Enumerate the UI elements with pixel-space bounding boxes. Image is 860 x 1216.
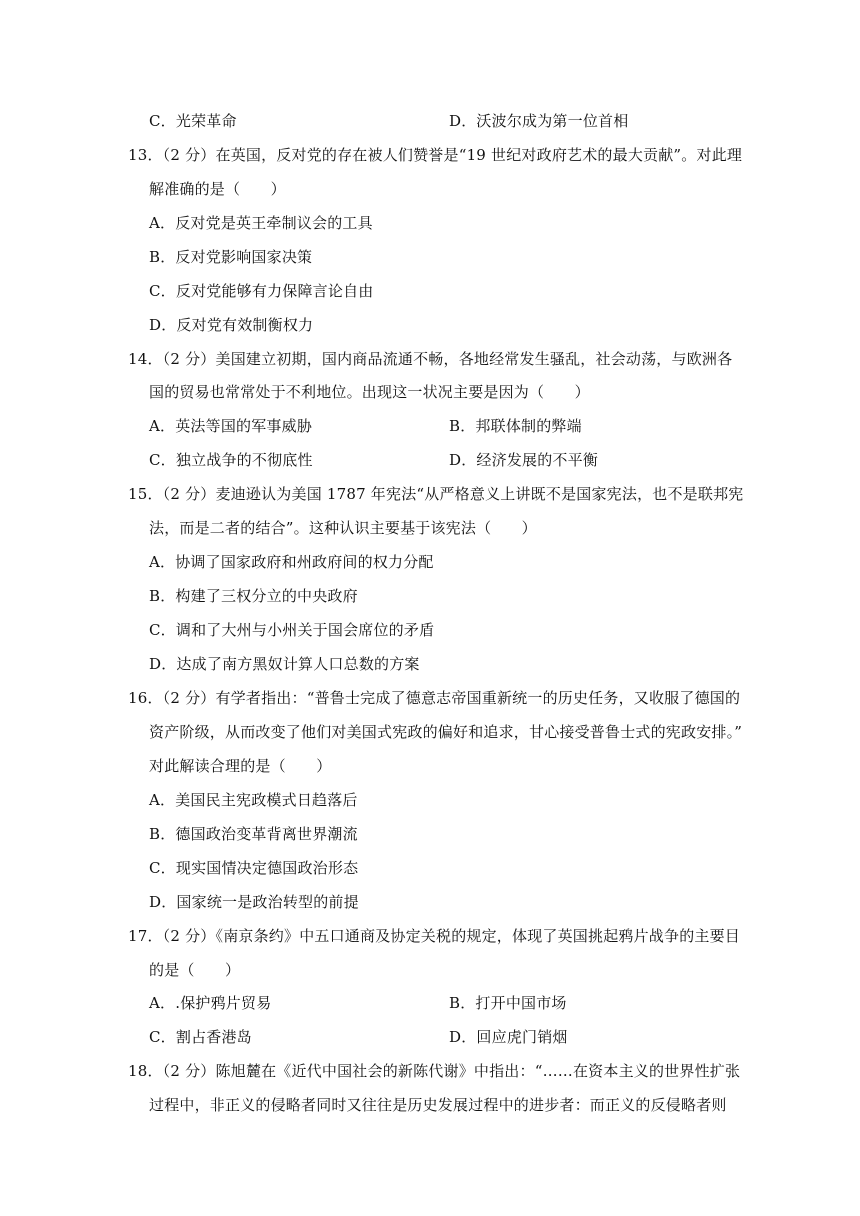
question-17-option-a: A．.保护鸦片贸易 — [149, 994, 272, 1012]
question-13-option-b: B．反对党影响国家决策 — [149, 248, 313, 266]
question-17-option-b: B．打开中国市场 — [449, 994, 567, 1012]
question-13-option-c: C．反对党能够有力保障言论自由 — [149, 282, 374, 300]
question-15-option-c: C．调和了大州与小州关于国会席位的矛盾 — [149, 621, 435, 639]
question-17-option-d: D．回应虎门销烟 — [449, 1028, 568, 1046]
question-15-option-b: B．构建了三权分立的中央政府 — [149, 587, 358, 605]
question-16-option-b: B．德国政治变革背离世界潮流 — [149, 825, 358, 843]
question-13-stem: 13．（2 分）在英国，反对党的存在被人们赞誉是“19 世纪对政府艺术的最大贡献”。对此理 — [128, 146, 743, 164]
question-16-stem-cont-1: 资产阶级，从而改变了他们对美国式宪政的偏好和追求，甘心接受普鲁士式的宪政安排。” — [149, 723, 743, 741]
question-18-stem-cont: 过程中，非正义的侵略者同时又往往是历史发展过程中的进步者：而正义的反侵略者则 — [149, 1096, 727, 1114]
question-16-option-a: A．美国民主宪政模式日趋落后 — [149, 791, 358, 809]
question-15-stem: 15．（2 分）麦迪逊认为美国 1787 年宪法“从严格意义上讲既不是国家宪法，也不是联邦宪 — [128, 485, 744, 503]
option-d: D．沃波尔成为第一位首相 — [449, 112, 629, 130]
question-18-stem: 18．（2 分）陈旭麓在《近代中国社会的新陈代谢》中指出：“……在资本主义的世界性扩张 — [128, 1062, 741, 1080]
question-17-stem-cont: 的是（ ） — [149, 961, 241, 979]
question-16-option-c: C．现实国情决定德国政治形态 — [149, 859, 359, 877]
question-17-option-c: C．割占香港岛 — [149, 1028, 252, 1046]
question-16-stem: 16．（2 分）有学者指出：“普鲁士完成了德意志帝国重新统一的历史任务，又收服了德国的 — [128, 689, 741, 707]
question-16-option-d: D．国家统一是政治转型的前提 — [149, 893, 359, 911]
question-13-option-a: A．反对党是英王牵制议会的工具 — [149, 214, 373, 232]
question-14-stem-cont: 国的贸易也常常处于不利地位。出现这一状况主要是因为（ ） — [149, 383, 590, 401]
question-15-option-a: A．协调了国家政府和州政府间的权力分配 — [149, 553, 434, 571]
question-14-stem: 14．（2 分）美国建立初期，国内商品流通不畅，各地经常发生骚乱，社会动荡，与欧洲各 — [128, 350, 733, 368]
question-13-stem-cont: 解准确的是（ ） — [149, 180, 286, 198]
question-14-option-c: C．独立战争的不彻底性 — [149, 451, 313, 469]
option-c: C．光荣革命 — [149, 112, 237, 130]
question-14-option-b: B．邦联体制的弊端 — [449, 417, 582, 435]
question-17-stem: 17．（2 分）《南京条约》中五口通商及协定关税的规定，体现了英国挑起鸦片战争的主要目 — [128, 927, 741, 945]
question-13-option-d: D．反对党有效制衡权力 — [149, 316, 314, 334]
question-14-option-a: A．英法等国的军事威胁 — [149, 417, 313, 435]
question-16-stem-cont-2: 对此解读合理的是（ ） — [149, 757, 332, 775]
question-15-stem-cont: 法，而是二者的结合”。这种认识主要基于该宪法（ ） — [149, 519, 537, 537]
question-15-option-d: D．达成了南方黑奴计算人口总数的方案 — [149, 655, 420, 673]
question-14-option-d: D．经济发展的不平衡 — [449, 451, 599, 469]
